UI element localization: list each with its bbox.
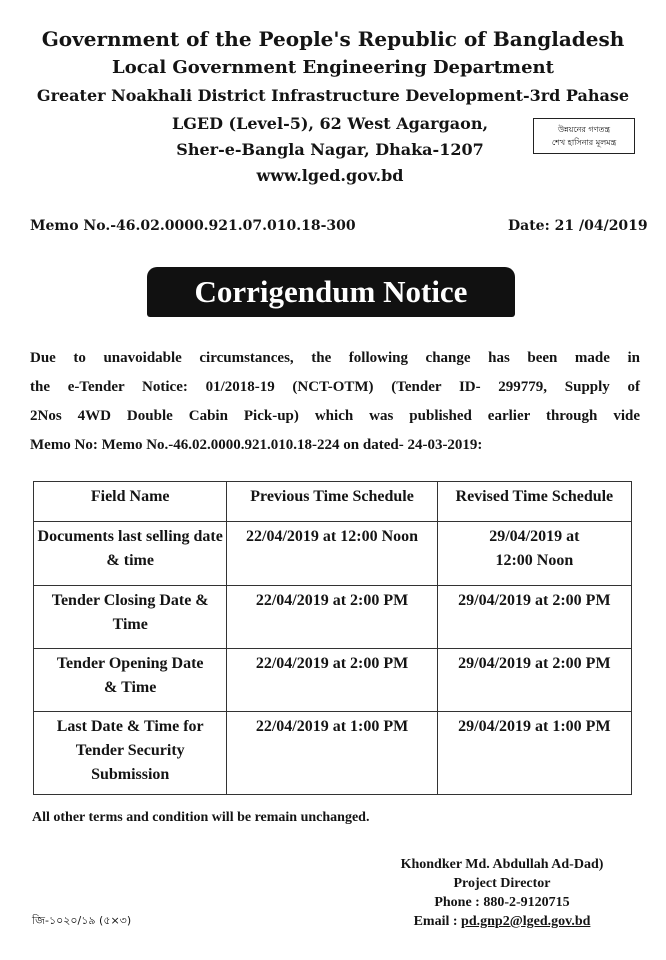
- signatory-phone: Phone : 880-2-9120715: [434, 895, 570, 910]
- stamp-line-2: শেখ হাসিনার মূলমন্ত্র: [551, 138, 617, 147]
- publication-code: জি-১০২০/১৯ (৫×৩): [32, 914, 132, 927]
- cell-revised: 29/04/2019 at 1:00 PM: [437, 712, 631, 795]
- header-address-2: Sher-e-Bangla Nagar, Dhaka-1207: [176, 140, 484, 159]
- cell-revised: 29/04/2019 at 2:00 PM: [437, 586, 631, 649]
- header-revised-schedule: Revised Time Schedule: [437, 482, 631, 522]
- body-line: 2Nos 4WD Double Cabin Pick-up) which was published earlier through vide: [30, 408, 640, 424]
- cell-field: Last Date & Time for Tender Security Submission: [34, 712, 227, 795]
- header-project: Greater Noakhali District Infrastructure Development-3rd Pahase: [36, 86, 630, 105]
- cell-revised: 29/04/2019 at 12:00 Noon: [437, 522, 631, 586]
- header-department: Local Government Engineering Department: [112, 57, 554, 78]
- memo-date: Date: 21 /04/2019: [508, 218, 648, 234]
- table-row: [34, 522, 632, 586]
- signatory-email-line: [370, 914, 634, 930]
- cell-previous: 22/04/2019 at 1:00 PM: [227, 712, 437, 795]
- body-line: Memo No: Memo No.-46.02.0000.921.010.18-224 on dated- 24-03-2019:: [30, 437, 483, 453]
- header-field-name: Field Name: [34, 482, 227, 522]
- body-line: Due to unavoidable circumstances, the following change has been made in: [30, 350, 640, 366]
- cell-previous: 22/04/2019 at 12:00 Noon: [227, 522, 437, 586]
- header-government: Government of the People's Republic of Bangladesh: [41, 27, 625, 51]
- header-previous-schedule: Previous Time Schedule: [227, 482, 437, 522]
- cell-revised: 29/04/2019 at 2:00 PM: [437, 649, 631, 712]
- cell-previous: 22/04/2019 at 2:00 PM: [227, 649, 437, 712]
- schedule-table: [33, 481, 632, 795]
- header-address-1: LGED (Level-5), 62 West Agargaon,: [171, 114, 489, 133]
- table-row: [34, 586, 632, 649]
- table-row: [34, 712, 632, 795]
- slogan-stamp: [533, 118, 635, 154]
- memo-number: Memo No.-46.02.0000.921.07.010.18-300: [30, 218, 356, 234]
- body-line: the e-Tender Notice: 01/2018-19 (NCT-OTM) (Tender ID- 299779, Supply of: [30, 379, 640, 395]
- terms-note: All other terms and condition will be remain unchanged.: [32, 810, 370, 825]
- header-website: www.lged.gov.bd: [256, 166, 404, 185]
- cell-previous: 22/04/2019 at 2:00 PM: [227, 586, 437, 649]
- cell-field: Documents last selling date & time: [34, 522, 227, 586]
- cell-field: Tender Opening Date & Time: [34, 649, 227, 712]
- table-header-row: [34, 482, 632, 522]
- table-row: [34, 649, 632, 712]
- email-link[interactable]: pd.gnp2@lged.gov.bd: [461, 914, 591, 929]
- signatory-designation: Project Director: [453, 876, 551, 891]
- cell-field: Tender Closing Date & Time: [34, 586, 227, 649]
- signatory-name: Khondker Md. Abdullah Ad-Dad): [400, 857, 604, 872]
- email-label: Email :: [413, 914, 462, 929]
- notice-title: Corrigendum Notice: [147, 267, 515, 317]
- notice-body: [30, 344, 640, 460]
- stamp-line-1: উন্নয়নের গণতন্ত্র: [557, 125, 611, 134]
